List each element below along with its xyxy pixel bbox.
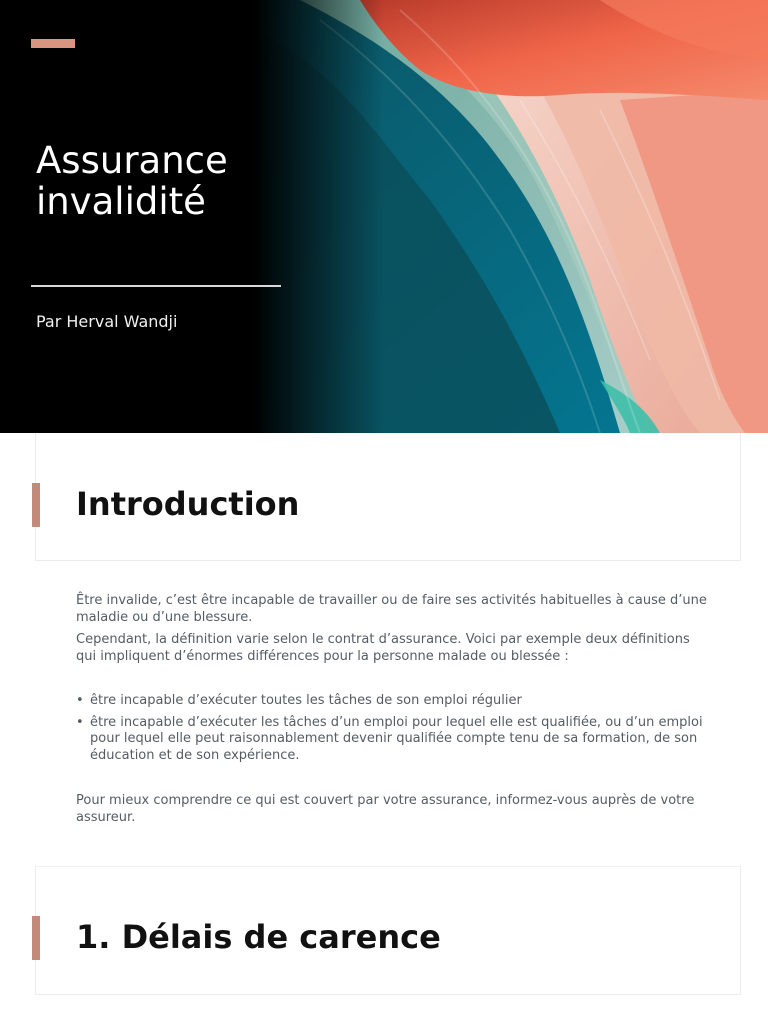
intro-paragraphs bbox=[76, 593, 708, 671]
definition-list bbox=[76, 693, 708, 769]
section-heading-delais: 1. Délais de carence bbox=[76, 918, 441, 956]
closing-paragraph bbox=[76, 793, 708, 832]
paragraph: Cependant, la définition varie selon le contrat d’assurance. Voici par exemple deux définitions qui impliquent d’énormes différences pour la personne malade ou blessée : bbox=[76, 632, 690, 664]
presentation-title: Assurance invalidité bbox=[36, 139, 228, 223]
paragraph: Être invalide, c’est être incapable de travailler ou de faire ses activités habituelles à cause d’une maladie ou d’une blessure. bbox=[76, 593, 707, 625]
list-item: • être incapable d’exécuter les tâches d’un emploi pour lequel elle est qualifiée, ou d’un emploi pour lequel elle peut raisonnablement devenir qualifiée compte tenu de sa formation, de son éducation et de son expérience. bbox=[76, 715, 708, 765]
section-heading-introduction: Introduction bbox=[76, 485, 300, 523]
section-marker bbox=[32, 483, 40, 527]
paragraph: Pour mieux comprendre ce qui est couvert par votre assurance, informez-vous auprès de votre assureur. bbox=[76, 793, 695, 825]
title-divider bbox=[31, 285, 281, 287]
section-marker bbox=[32, 916, 40, 960]
title-slide bbox=[0, 0, 768, 433]
presentation-author: Par Herval Wandji bbox=[36, 312, 178, 331]
accent-bar bbox=[31, 39, 75, 48]
list-item: • être incapable d’exécuter toutes les tâches de son emploi régulier bbox=[76, 693, 708, 710]
